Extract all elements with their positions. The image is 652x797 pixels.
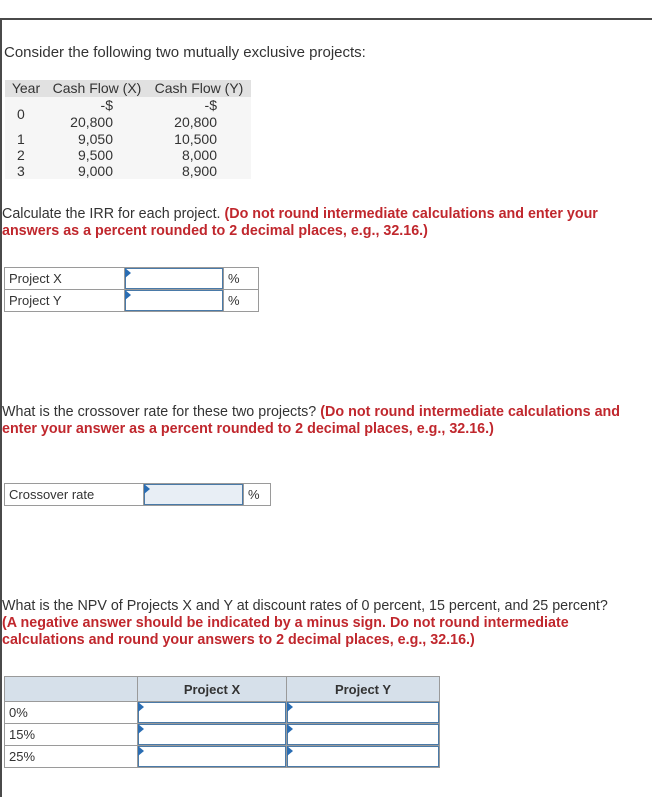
table-row xyxy=(5,97,251,131)
rate-label: 25% xyxy=(5,746,138,768)
unit-percent: % xyxy=(244,484,271,506)
npv-x-rate-15-input[interactable] xyxy=(138,724,287,746)
flag-icon xyxy=(287,746,293,756)
question-text: Calculate the IRR for each project. xyxy=(2,206,225,222)
top-border xyxy=(0,18,652,20)
row-label-project-y: Project Y xyxy=(5,290,125,312)
question-irr xyxy=(2,206,610,240)
table-row xyxy=(5,724,440,746)
npv-y-rate-0-input[interactable] xyxy=(287,702,440,724)
unit-percent: % xyxy=(224,268,259,290)
row-label-project-x: Project X xyxy=(5,268,125,290)
table-row xyxy=(5,268,259,290)
rate-label: 0% xyxy=(5,702,138,724)
amount: 20,800 xyxy=(174,114,217,130)
question-text: What is the NPV of Projects X and Y at discount rates of 0 percent, 15 percent, and 25 percent? xyxy=(2,598,608,614)
cash-flow-table xyxy=(5,80,251,179)
year-cell: 3 xyxy=(17,163,25,179)
flag-icon xyxy=(125,290,131,300)
row-label-crossover-rate: Crossover rate xyxy=(5,484,144,506)
irr-project-x-input[interactable] xyxy=(125,268,224,290)
irr-project-y-input[interactable] xyxy=(125,290,224,312)
flag-icon xyxy=(138,702,144,712)
header-year: Year xyxy=(11,80,41,96)
unit-percent: % xyxy=(224,290,259,312)
question-instruction: (A negative answer should be indicated by a minus sign. Do not round intermediate calculations and round your answers to 2 decimal places, e.g., 32.16.) xyxy=(2,615,569,648)
header-cash-flow-x: Cash Flow (X) xyxy=(52,80,142,96)
crossover-rate-input[interactable] xyxy=(144,484,244,506)
year-cell: 1 xyxy=(17,131,25,147)
npv-x-rate-25-input[interactable] xyxy=(138,746,287,768)
table-row xyxy=(5,131,251,147)
flag-icon xyxy=(138,724,144,734)
cash-flow-x-cell xyxy=(47,97,147,131)
flag-icon xyxy=(287,702,293,712)
question-instruction: (Do not round intermediate calculations and enter your answers as a percent rounded to 2 decimal places, e.g., 32.16.) xyxy=(2,206,598,239)
cash-flow-y-cell xyxy=(147,97,251,131)
intro-text: Consider the following two mutually exclusive projects: xyxy=(4,44,366,61)
cash-flow-x-cell: 9,000 xyxy=(77,163,113,179)
year-cell: 2 xyxy=(17,147,25,163)
rate-label: 15% xyxy=(5,724,138,746)
cash-flow-y-cell: 8,000 xyxy=(181,147,217,163)
header-project-x: Project X xyxy=(138,677,287,702)
flag-icon xyxy=(125,268,131,278)
irr-answer-table xyxy=(4,267,259,312)
npv-y-rate-25-input[interactable] xyxy=(287,746,440,768)
header-project-y: Project Y xyxy=(287,677,440,702)
cash-flow-y-cell: 10,500 xyxy=(174,131,217,147)
npv-answer-table xyxy=(4,676,440,768)
table-row xyxy=(5,290,259,312)
table-row xyxy=(5,147,251,163)
table-row xyxy=(5,746,440,768)
currency-sign: -$ xyxy=(204,97,217,113)
question-text: What is the crossover rate for these two projects? xyxy=(2,404,321,420)
flag-icon xyxy=(144,484,150,494)
table-row xyxy=(5,702,440,724)
table-header-row xyxy=(5,677,440,702)
crossover-answer-table xyxy=(4,483,271,506)
table-row xyxy=(5,484,271,506)
header-cash-flow-y: Cash Flow (Y) xyxy=(154,80,244,96)
table-row xyxy=(5,163,251,179)
flag-icon xyxy=(287,724,293,734)
year-cell: 0 xyxy=(17,106,25,122)
header-blank xyxy=(5,677,138,702)
question-crossover xyxy=(2,404,620,438)
cash-flow-y-cell: 8,900 xyxy=(181,163,217,179)
flag-icon xyxy=(138,746,144,756)
npv-y-rate-15-input[interactable] xyxy=(287,724,440,746)
question-npv xyxy=(2,598,612,649)
amount: 20,800 xyxy=(70,114,113,130)
cash-flow-x-cell: 9,050 xyxy=(77,131,113,147)
npv-x-rate-0-input[interactable] xyxy=(138,702,287,724)
currency-sign: -$ xyxy=(100,97,113,113)
question-instruction: (Do not round intermediate calculations and enter your answer as a percent rounded to 2 decimal places, e.g., 32.16.) xyxy=(2,404,621,437)
cash-flow-x-cell: 9,500 xyxy=(77,147,113,163)
cash-flow-header xyxy=(5,80,251,97)
